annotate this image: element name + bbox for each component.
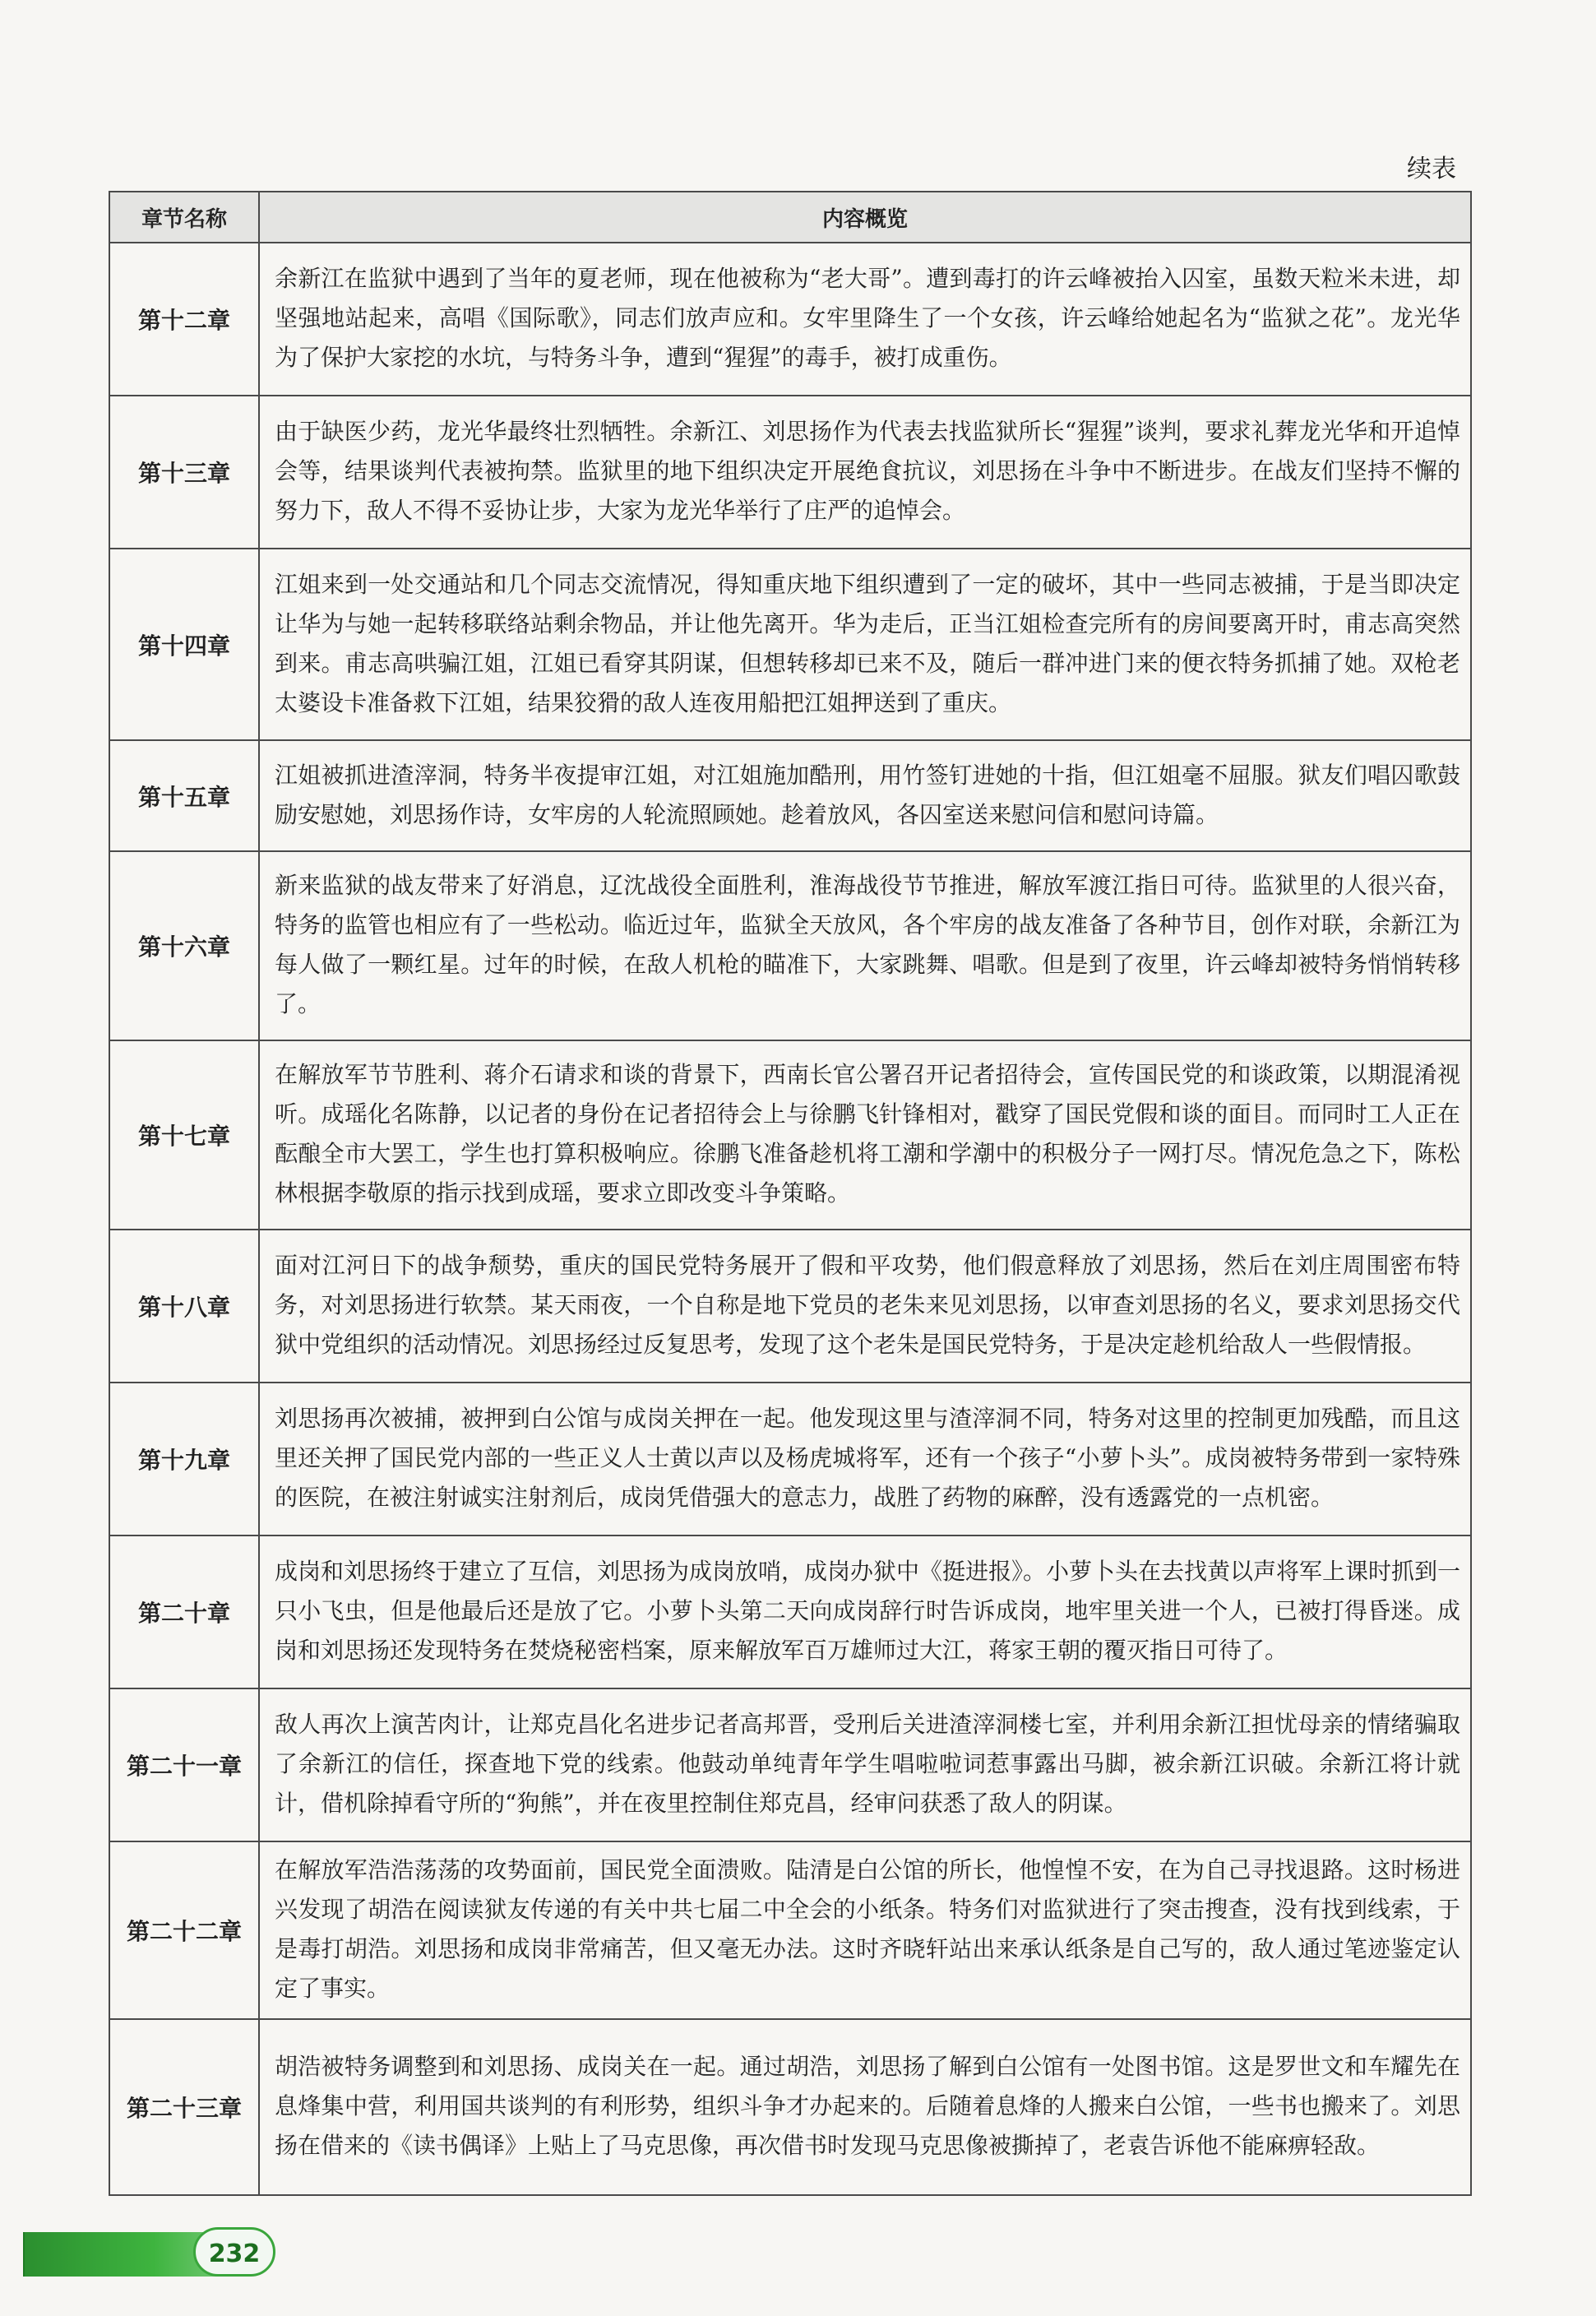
chapter-cell: 第二十三章 bbox=[109, 2019, 259, 2195]
content-cell: 江姐被抓进渣滓洞，特务半夜提审江姐，对江姐施加酷刑，用竹签钉进她的十指，但江姐毫不屈服。狱友们唱囚歌鼓励安慰她，刘思扬作诗，女牢房的人轮流照顾她。趁着放风，各囚室送来慰问信和慰问诗篇。 bbox=[259, 740, 1471, 851]
content-cell: 在解放军节节胜利、蒋介石请求和谈的背景下，西南长官公署召开记者招待会，宣传国民党的和谈政策，以期混淆视听。成瑶化名陈静，以记者的身份在记者招待会上与徐鹏飞针锋相对，戳穿了国民党假和谈的面目。而同时工人正在酝酿全市大罢工，学生也打算积极响应。徐鹏飞准备趁机将工潮和学潮中的积极分子一网打尽。情况危急之下，陈松林根据李敬原的指示找到成瑶，要求立即改变斗争策略。 bbox=[259, 1040, 1471, 1230]
content-cell: 江姐来到一处交通站和几个同志交流情况，得知重庆地下组织遭到了一定的破坏，其中一些同志被捕，于是当即决定让华为与她一起转移联络站剩余物品，并让他先离开。华为走后，正当江姐检查完所有的房间要离开时，甫志高突然到来。甫志高哄骗江姐，江姐已看穿其阴谋，但想转移却已来不及，随后一群冲进门来的便衣特务抓捕了她。双枪老太婆设卡准备救下江姐，结果狡猾的敌人连夜用船把江姐押送到了重庆。 bbox=[259, 549, 1471, 740]
content-cell: 新来监狱的战友带来了好消息，辽沈战役全面胜利，淮海战役节节推进，解放军渡江指日可待。监狱里的人很兴奋，特务的监管也相应有了一些松动。临近过年，监狱全天放风，各个牢房的战友准备了各种节目，创作对联，余新江为每人做了一颗红星。过年的时候，在敌人机枪的瞄准下，大家跳舞、唱歌。但是到了夜里，许云峰却被特务悄悄转移了。 bbox=[259, 851, 1471, 1040]
chapter-cell: 第十四章 bbox=[109, 549, 259, 740]
chapter-cell: 第十五章 bbox=[109, 740, 259, 851]
table-row bbox=[109, 740, 1471, 851]
table-row bbox=[109, 851, 1471, 1040]
content-cell: 在解放军浩浩荡荡的攻势面前，国民党全面溃败。陆清是白公馆的所长，他惶惶不安，在为自己寻找退路。这时杨进兴发现了胡浩在阅读狱友传递的有关中共七届二中全会的小纸条。特务们对监狱进行了突击搜查，没有找到线索，于是毒打胡浩。刘思扬和成岗非常痛苦，但又毫无办法。这时齐晓轩站出来承认纸条是自己写的，敌人通过笔迹鉴定认定了事实。 bbox=[259, 1841, 1471, 2019]
table-row bbox=[109, 2019, 1471, 2195]
content-cell: 面对江河日下的战争颓势，重庆的国民党特务展开了假和平攻势，他们假意释放了刘思扬，然后在刘庄周围密布特务，对刘思扬进行软禁。某天雨夜，一个自称是地下党员的老朱来见刘思扬，以审查刘思扬的名义，要求刘思扬交代狱中党组织的活动情况。刘思扬经过反复思考，发现了这个老朱是国民党特务，于是决定趁机给敌人一些假情报。 bbox=[259, 1230, 1471, 1383]
chapter-cell: 第二十章 bbox=[109, 1536, 259, 1688]
table-row bbox=[109, 1040, 1471, 1230]
chapter-cell: 第二十二章 bbox=[109, 1841, 259, 2019]
content-cell: 刘思扬再次被捕，被押到白公馆与成岗关押在一起。他发现这里与渣滓洞不同，特务对这里的控制更加残酷，而且这里还关押了国民党内部的一些正义人士黄以声以及杨虎城将军，还有一个孩子“小萝卜头”。成岗被特务带到一家特殊的医院，在被注射诚实注射剂后，成岗凭借强大的意志力，战胜了药物的麻醉，没有透露党的一点机密。 bbox=[259, 1383, 1471, 1536]
table-row bbox=[109, 1841, 1471, 2019]
content-cell: 由于缺医少药，龙光华最终壮烈牺牲。余新江、刘思扬作为代表去找监狱所长“猩猩”谈判，要求礼葬龙光华和开追悼会等，结果谈判代表被拘禁。监狱里的地下组织决定开展绝食抗议，刘思扬在斗争中不断进步。在战友们坚持不懈的努力下，敌人不得不妥协让步，大家为龙光华举行了庄严的追悼会。 bbox=[259, 396, 1471, 549]
chapter-cell: 第二十一章 bbox=[109, 1688, 259, 1841]
table-row bbox=[109, 1536, 1471, 1688]
chapter-cell: 第十七章 bbox=[109, 1040, 259, 1230]
chapter-cell: 第十九章 bbox=[109, 1383, 259, 1536]
table-row bbox=[109, 243, 1471, 396]
chapter-cell: 第十八章 bbox=[109, 1230, 259, 1383]
table-row bbox=[109, 396, 1471, 549]
content-cell: 成岗和刘思扬终于建立了互信，刘思扬为成岗放哨，成岗办狱中《挺进报》。小萝卜头在去找黄以声将军上课时抓到一只小飞虫，但是他最后还是放了它。小萝卜头第二天向成岗辞行时告诉成岗，地牢里关进一个人，已被打得昏迷。成岗和刘思扬还发现特务在焚烧秘密档案，原来解放军百万雄师过大江，蒋家王朝的覆灭指日可待了。 bbox=[259, 1536, 1471, 1688]
chapter-summary-table bbox=[109, 191, 1472, 2196]
page-number: 232 bbox=[193, 2227, 275, 2277]
content-cell: 余新江在监狱中遇到了当年的夏老师，现在他被称为“老大哥”。遭到毒打的许云峰被抬入囚室，虽数天粒米未进，却坚强地站起来，高唱《国际歌》，同志们放声应和。女牢里降生了一个女孩，许云峰给她起名为“监狱之花”。龙光华为了保护大家挖的水坑，与特务斗争，遭到“猩猩”的毒手，被打成重伤。 bbox=[259, 243, 1471, 396]
chapter-cell: 第十三章 bbox=[109, 396, 259, 549]
table-row bbox=[109, 1383, 1471, 1536]
table-row bbox=[109, 1230, 1471, 1383]
header-content-overview: 内容概览 bbox=[259, 192, 1471, 243]
continued-label: 续表 bbox=[1407, 155, 1456, 183]
content-cell: 敌人再次上演苦肉计，让郑克昌化名进步记者高邦晋，受刑后关进渣滓洞楼七室，并利用余新江担忧母亲的情绪骗取了余新江的信任，探查地下党的线索。他鼓动单纯青年学生唱啦啦词惹事露出马脚，被余新江识破。余新江将计就计，借机除掉看守所的“狗熊”，并在夜里控制住郑克昌，经审问获悉了敌人的阴谋。 bbox=[259, 1688, 1471, 1841]
table-row bbox=[109, 549, 1471, 740]
chapter-cell: 第十六章 bbox=[109, 851, 259, 1040]
header-chapter-name: 章节名称 bbox=[109, 192, 259, 243]
table-header-row bbox=[109, 192, 1471, 243]
table-row bbox=[109, 1688, 1471, 1841]
chapter-cell: 第十二章 bbox=[109, 243, 259, 396]
content-cell: 胡浩被特务调整到和刘思扬、成岗关在一起。通过胡浩，刘思扬了解到白公馆有一处图书馆。这是罗世文和车耀先在息烽集中营，利用国共谈判的有利形势，组织斗争才办起来的。后随着息烽的人搬来白公馆，一些书也搬来了。刘思扬在借来的《读书偶译》上贴上了马克思像，再次借书时发现马克思像被撕掉了，老袁告诉他不能麻痹轻敌。 bbox=[259, 2019, 1471, 2195]
